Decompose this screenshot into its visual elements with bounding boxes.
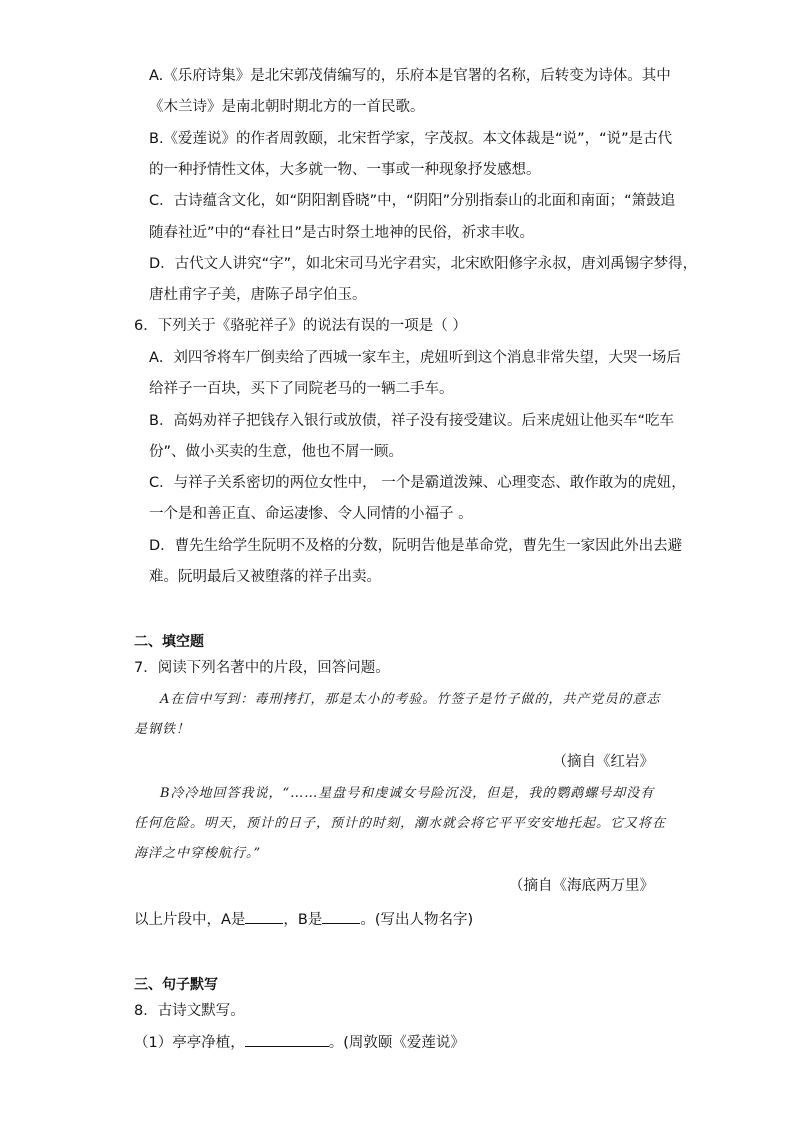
q7-answer-suffix: 。(写出人物名字)	[360, 912, 474, 928]
q5-option-d-line2: 唐杜甫字子美，唐陈子昂字伯玉。	[149, 287, 367, 303]
q6-option-c-line1: C．与祥子关系密切的两位女性中， 一个是霸道泼辣、心理变态、敢作敢为的虎妞，	[149, 475, 686, 491]
q5-option-d-line1: D．古代文人讲究“字”，如北宋司马光字君实，北宋欧阳修字永叔，唐刘禹锡字梦得，	[149, 256, 698, 272]
answer-blank-b[interactable]	[322, 909, 360, 924]
q5-option-b-line2: 的一种抒情性文体，大多就一物、一事或一种现象抒发感想。	[149, 162, 541, 178]
q5-option-a-line2: 《木兰诗》是南北朝时期北方的一首民歌。	[149, 99, 425, 115]
q7-stem: 7．阅读下列名著中的片段，回答问题。	[134, 660, 390, 676]
section-heading-recitation: 三、句子默写	[134, 977, 218, 993]
q8-item1-suffix: 。(周敦颐《爱莲说》	[328, 1035, 465, 1051]
q6-option-b-line2: 份”、做小买卖的生意，他也不屑一顾。	[149, 444, 404, 460]
q5-option-c-line1: C．古诗蕴含文化，如“阴阳割昏晓”中，“阴阳”分别指泰山的北面和南面；“箫鼓追	[149, 193, 676, 209]
passage-b-line1: B冷冷地回答我说，“……星盘号和虔诚女号险沉没，但是，我的鹦鹉螺号却没有	[160, 786, 655, 801]
q5-option-b-line1: B.《爱莲说》的作者周敦颐，北宋哲学家，字茂叔。本文体裁是“说”，“说”是古代	[149, 131, 673, 147]
q6-option-a-line1: A．刘四爷将车厂倒卖给了西城一家车主，虎妞听到这个消息非常失望，大哭一场后	[149, 350, 681, 366]
answer-blank-a[interactable]	[245, 909, 283, 924]
q6-option-b-line1: B．高妈劝祥子把钱存入银行或放债，祥子没有接受建议。后来虎妞让他买车“吃车	[149, 413, 674, 429]
q6-option-d-line2: 难。阮明最后又被堕落的祥子出卖。	[149, 569, 381, 585]
q5-option-c-line2: 随春社近”中的“春社日”是古时祭土地神的民俗，祈求丰收。	[149, 225, 535, 241]
q6-option-d-line1: D．曹先生给学生阮明不及格的分数，阮明告他是革命党，曹先生一家因此外出去避	[149, 538, 683, 554]
q5-option-a-line1: A.《乐府诗集》是北宋郭茂倩编写的，乐府本是官署的名称，后转变为诗体。其中	[149, 68, 671, 84]
q8-item1-prefix: （1）亭亭净植，	[134, 1035, 245, 1051]
passage-b-line2: 任何危险。明天，预计的日子，预计的时刻，潮水就会将它平平安安地托起。它又将在	[134, 816, 667, 831]
passage-a-line2: 是钢铁！	[134, 722, 191, 737]
passage-b-line3: 海洋之中穿梭航行。”	[134, 846, 262, 861]
q7-answer-line	[134, 909, 473, 930]
passage-a-line1: A在信中写到：毒刑拷打，那是太小的考验。竹签子是竹子做的，共产党员的意志	[160, 692, 661, 707]
q6-option-c-line2: 一个是和善正直、命运凄惨、令人同情的小福子 。	[149, 506, 473, 522]
q8-stem: 8．古诗文默写。	[134, 1003, 245, 1019]
q8-item-1	[134, 1032, 465, 1053]
passage-a-source: （摘自《红岩》	[552, 754, 654, 770]
section-heading-fill-in: 二、填空题	[134, 634, 204, 650]
q7-answer-prefix: 以上片段中，A是	[134, 912, 246, 928]
q6-stem: 6．下列关于《骆驼祥子》的说法有误的一项是（ ）	[134, 318, 467, 334]
q7-answer-mid: ，B是	[283, 912, 323, 928]
passage-b-source: （摘自《海底两万里》	[509, 878, 654, 894]
answer-blank-q8-1[interactable]	[245, 1032, 329, 1047]
q6-option-a-line2: 给祥子一百块，买下了同院老马的一辆二手车。	[149, 381, 454, 397]
